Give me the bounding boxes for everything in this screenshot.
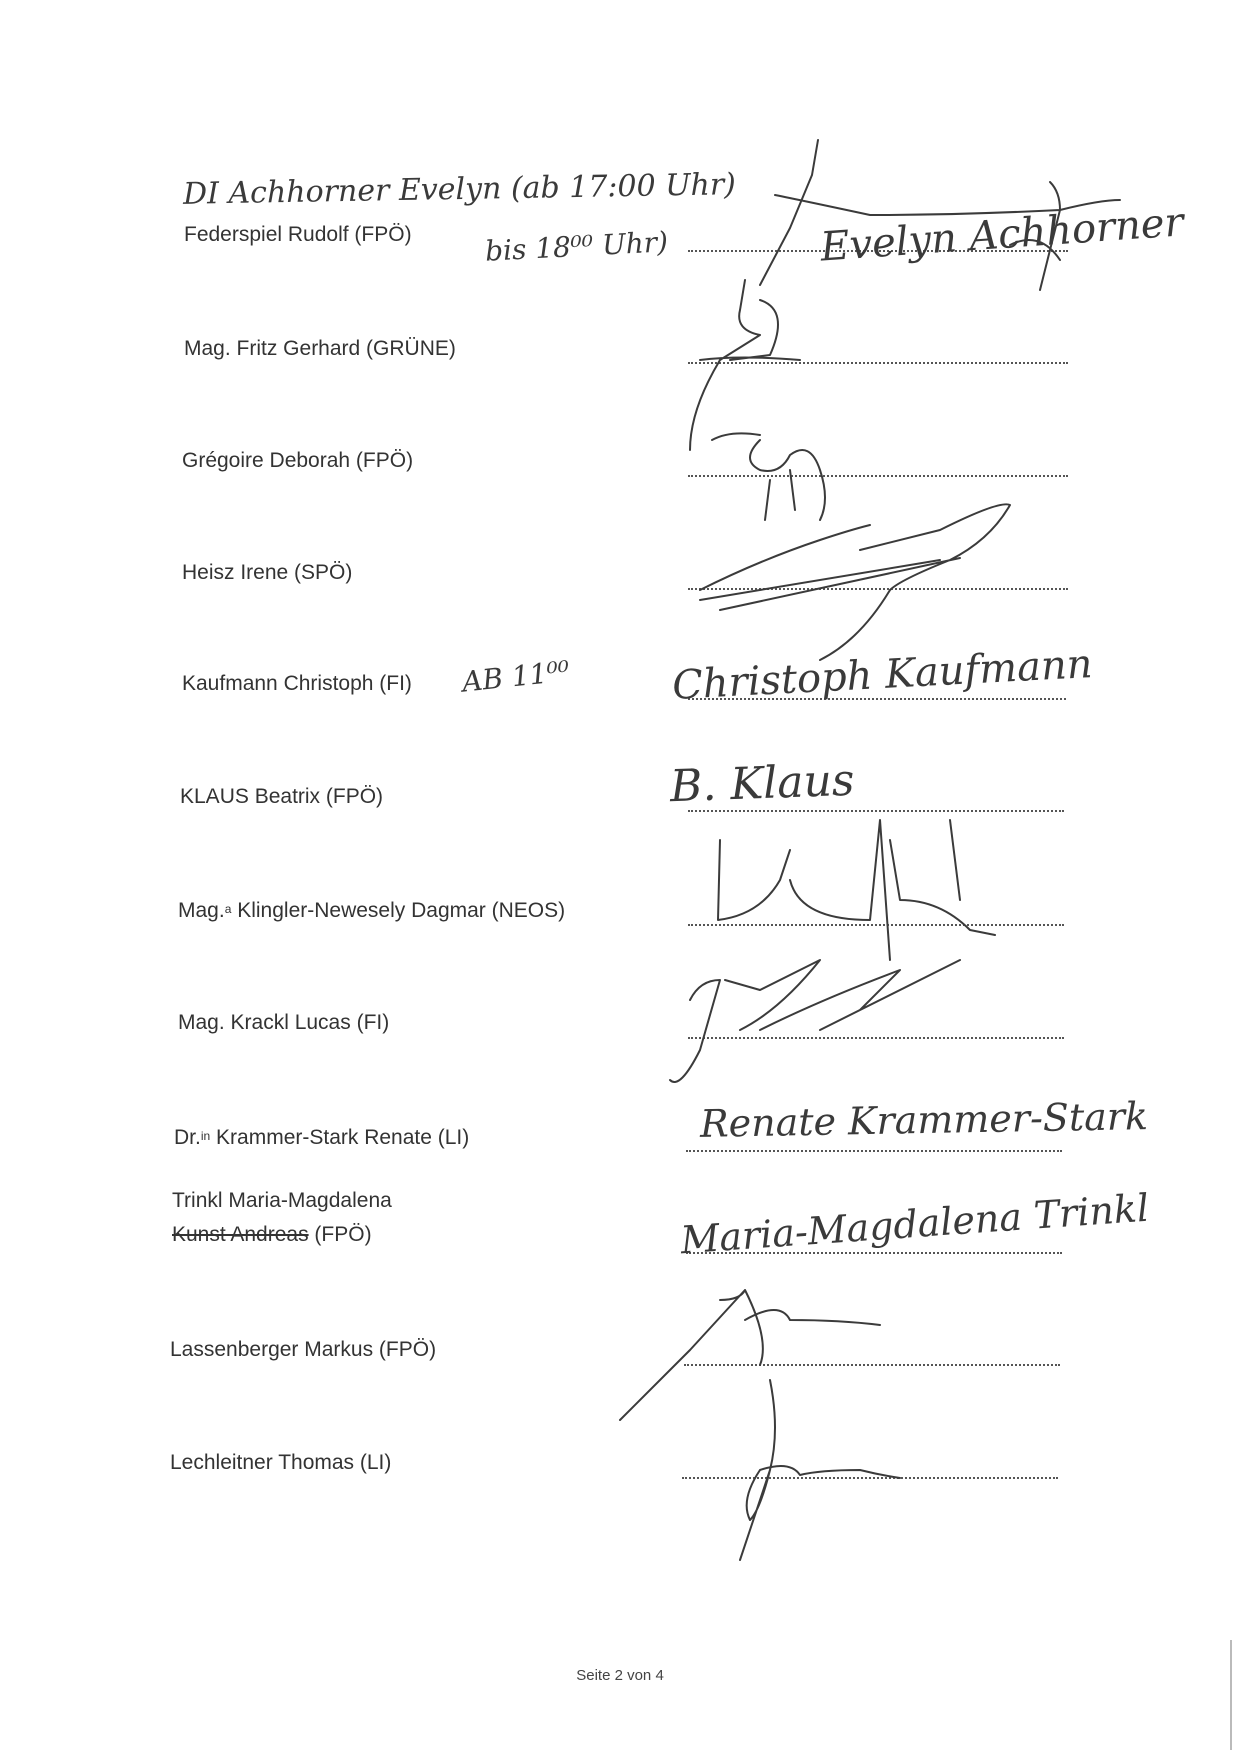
signature-federspiel-stroke [760,140,1120,290]
member-name: Federspiel Rudolf (FPÖ) [184,223,412,246]
name-rest: Krammer-Stark Renate (LI) [210,1126,470,1149]
title-superscript: in [200,1129,211,1143]
member-name: Heisz Irene (SPÖ) [182,561,353,584]
signature: Christoph Kaufmann [671,641,1094,709]
signature-klingler-stroke [718,820,995,960]
signature: B. Klaus [669,754,856,813]
name-rest: (FPÖ) [308,1223,372,1246]
title-prefix: Mag. [178,899,225,922]
title-prefix: Dr. [174,1126,201,1149]
member-name: Lechleitner Thomas (LI) [170,1451,392,1474]
signature: Evelyn Achhorner [818,199,1186,271]
member-name: Mag. Fritz Gerhard (GRÜNE) [184,337,456,360]
signature-fritz-stroke [690,280,800,450]
signature: Maria-Magdalena Trinkl [679,1185,1151,1263]
handwritten-time-note: AB 11⁰⁰ [460,654,572,699]
title-superscript: a [224,902,232,916]
handwritten-until-note: bis 18⁰⁰ Uhr) [484,225,669,268]
member-name: Mag. Krackl Lucas (FI) [178,1011,390,1034]
member-name: Trinkl Maria-Magdalena [172,1189,392,1212]
member-name: Grégoire Deborah (FPÖ) [182,449,414,472]
signature-gregoire-stroke [712,433,825,520]
signature-lechleitner-stroke [740,1380,900,1560]
name-rest: Klingler-Newesely Dagmar (NEOS) [231,899,566,922]
struck-name: Kunst Andreas [172,1223,309,1246]
member-name: Kaufmann Christoph (FI) [182,672,412,695]
signature-krackl-stroke [670,960,960,1082]
page-number: Seite 2 von 4 [576,1667,664,1684]
signature: Renate Krammer-Stark [699,1094,1149,1146]
member-name: KLAUS Beatrix (FPÖ) [180,785,384,808]
signature-lassenberger-stroke [620,1290,880,1420]
handwritten-substitute-note: DI Achhorner Evelyn (ab 17:00 Uhr) [182,167,737,212]
signature-heisz-stroke [700,504,1010,660]
member-name: Lassenberger Markus (FPÖ) [170,1338,437,1361]
scan-edge-shadow [1230,1640,1232,1750]
